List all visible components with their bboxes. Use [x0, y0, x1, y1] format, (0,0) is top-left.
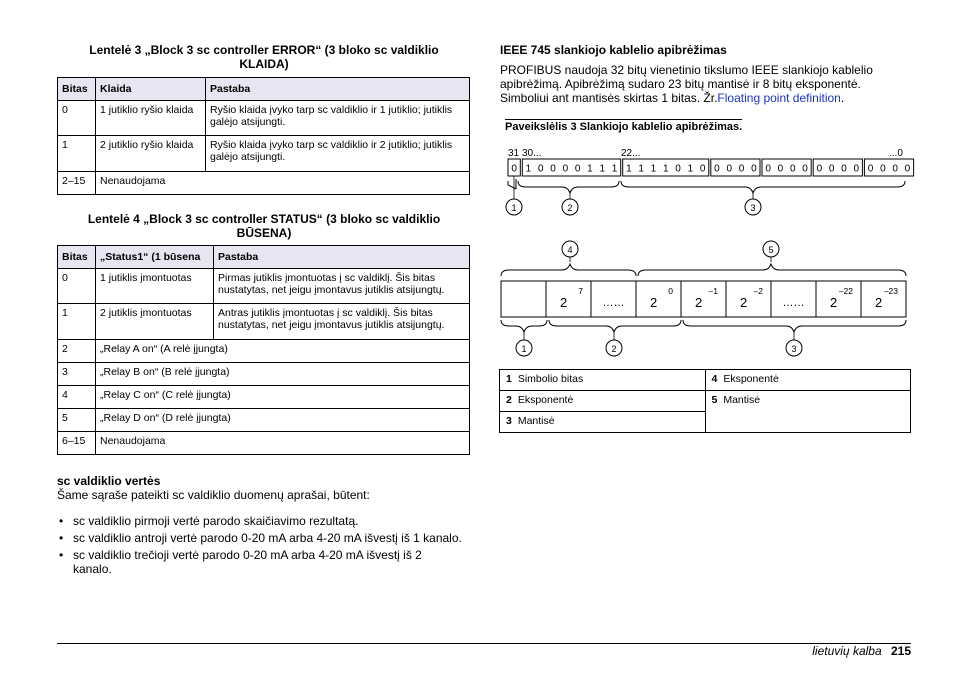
bit-value: 1 — [599, 163, 606, 175]
table4-header-status: „Status1“ (1 būsena — [96, 246, 214, 269]
bit-value: 0 — [789, 163, 796, 175]
svg-text:1: 1 — [511, 203, 517, 213]
table-row: 0 1 jutiklis įmontuotas Pirmas jutiklis įmontuotas į sc valdiklį. Šis bitas nustatytas, net jeigu įmontavus jutiklis atsijungtų. — [58, 269, 470, 304]
bit-value: 1 — [525, 163, 532, 175]
power-exponent: –1 — [708, 286, 718, 296]
table-row: 0 1 jutiklio ryšio klaida Ryšio klaida įvyko tarp sc valdiklio ir 1 jutiklio; jutiklis galėjo atsijungti. — [58, 101, 470, 136]
value-cell — [501, 281, 546, 317]
bit-value: 0 — [867, 163, 874, 175]
value-cell — [546, 281, 591, 317]
values-heading: sc valdiklio vertės — [57, 474, 161, 488]
callout-1-bottom — [516, 340, 532, 356]
bit-value: 0 — [765, 163, 771, 175]
power-base: 2 — [740, 295, 748, 310]
power-base: 2 — [875, 295, 883, 310]
power-base: 2 — [560, 295, 568, 310]
list-item: • sc valdiklio antroji vertė parodo 0-20 mA arba 4-20 mA išvestį iš 1 kanalo. — [57, 531, 462, 545]
power-exponent: 0 — [668, 286, 673, 296]
bit-value: 0 — [853, 163, 860, 175]
bit-value: 0 — [726, 163, 733, 175]
power-base: 2 — [695, 295, 703, 310]
svg-text:2: 2 — [567, 203, 573, 213]
svg-text:5: 5 — [768, 245, 774, 255]
table-row: 2 „Relay A on“ (A relė įjungta) — [58, 340, 470, 363]
svg-text:3: 3 — [791, 344, 797, 354]
table-row: 1 2 jutiklio ryšio klaida Ryšio klaida įvyko tarp sc valdiklio ir 2 jutiklio; jutiklis galėjo atsijungti. — [58, 136, 470, 172]
table-row: 2–15 Nenaudojama — [58, 172, 470, 195]
bit-label-0: ...0 — [889, 148, 903, 159]
bit-value: 0 — [777, 163, 784, 175]
floating-point-link[interactable]: Floating point definition — [717, 91, 841, 105]
values-intro: Šame sąraše pateikti sc valdiklio duomenų aprašai, būtent: — [57, 488, 370, 502]
bit-value: 0 — [699, 163, 706, 175]
table3-header-klaida: Klaida — [96, 78, 206, 101]
figure-legend — [499, 369, 911, 433]
table-row: 6–15 Nenaudojama — [58, 432, 470, 455]
power-base: 2 — [830, 295, 838, 310]
power-exponent: –2 — [753, 286, 763, 296]
bit-label-31: 31 — [508, 148, 520, 159]
svg-text:2: 2 — [611, 344, 617, 354]
callout-3-bottom — [786, 340, 802, 356]
table-row: 1 2 jutiklis įmontuotas Antras jutiklis įmontuotas į sc valdiklį. Šis bitas nustatytas, net jeigu įmontavus jutiklis atsijungtų. — [58, 304, 470, 340]
svg-text:4: 4 — [567, 245, 573, 255]
bit-value: 0 — [802, 163, 808, 175]
value-cell — [726, 281, 771, 317]
value-cells — [501, 281, 906, 317]
table-row: 5 „Relay D on“ (D relė įjungta) — [58, 409, 470, 432]
bit-value: 0 — [714, 163, 720, 175]
bit-value: 0 — [562, 163, 569, 175]
bit-value: 1 — [626, 163, 632, 175]
callout-2-top — [562, 199, 578, 215]
bit-value: 0 — [816, 163, 823, 175]
bit-value: 1 — [650, 163, 657, 175]
bit-value: 0 — [738, 163, 745, 175]
footer-rule — [57, 643, 911, 644]
ieee-paragraph: PROFIBUS naudoja 32 bitų vienetinio tikslumo IEEE slankiojo kablelio apibrėžimą. Apibrėžimą sudaro 23 bitų mantisė ir 8 bitų eksponentė. Simboliui ant mantisės skirtas 1 bitas. Žr.Floating point definition. — [500, 63, 873, 105]
table4-caption: Lentelė 4 „Block 3 sc controller STATUS“ (3 bloko sc valdiklio BŪSENA) — [87, 212, 441, 240]
table-row: 3 „Relay B on“ (B relė įjungta) — [58, 363, 470, 386]
bit-value: 0 — [841, 163, 847, 175]
bit-value: 1 — [638, 163, 644, 175]
bit-value: 0 — [511, 163, 517, 175]
legend-item: 3 Mantisė — [500, 412, 706, 433]
callout-3-top — [745, 199, 761, 215]
ellipsis: …… — [602, 297, 625, 309]
bit-value: 1 — [611, 163, 618, 175]
callout-2-bottom — [606, 340, 622, 356]
legend-item: 1 Simbolio bitas — [500, 370, 706, 391]
bit-value: 0 — [550, 163, 556, 175]
table4-header-bitas: Bitas — [58, 246, 96, 269]
ieee-heading: IEEE 745 slankiojo kablelio apibrėžimas — [500, 43, 727, 57]
legend-item: 2 Eksponentė — [500, 391, 706, 412]
legend-item: 5 Mantisė — [705, 391, 911, 433]
legend-item: 4 Eksponentė — [705, 370, 911, 391]
bit-value: 1 — [687, 163, 694, 175]
table3-caption: Lentelė 3 „Block 3 sc controller ERROR“ (3 bloko sc valdiklio KLAIDA) — [89, 43, 439, 71]
bit-value: 0 — [574, 163, 581, 175]
power-exponent: –22 — [838, 286, 853, 296]
svg-text:3: 3 — [750, 203, 756, 213]
ellipsis: …… — [782, 297, 805, 309]
bit-value: 0 — [904, 163, 911, 175]
bit-value: 0 — [675, 163, 681, 175]
list-item: • sc valdiklio pirmoji vertė parodo skaičiavimo rezultatą. — [57, 514, 462, 528]
bit-label-22: 22... — [621, 148, 641, 159]
footer-language: lietuvių kalba — [812, 644, 882, 658]
table4-header-pastaba: Pastaba — [214, 246, 470, 269]
figure-caption: Paveikslėlis 3 Slankiojo kablelio apibrėžimas. — [505, 121, 743, 133]
value-cell — [636, 281, 681, 317]
bit-value: 0 — [537, 163, 544, 175]
value-cell — [681, 281, 726, 317]
power-exponent: –23 — [883, 286, 898, 296]
table3-header-pastaba: Pastaba — [206, 78, 470, 101]
bit-label-30: 30... — [522, 148, 542, 159]
svg-text:1: 1 — [521, 344, 527, 354]
page-number: 215 — [890, 644, 911, 658]
callout-1-top — [506, 199, 522, 215]
callout-5 — [763, 241, 779, 257]
list-item: • sc valdiklio trečioji vertė parodo 0-20 mA arba 4-20 mA išvestį iš 2 kanalo. — [57, 548, 462, 576]
bit-value: 1 — [587, 163, 593, 175]
bit-value: 0 — [828, 163, 835, 175]
bit-value: 0 — [892, 163, 898, 175]
power-exponent: 7 — [578, 286, 583, 296]
table-row: 4 „Relay C on“ (C relė įjungta) — [58, 386, 470, 409]
bit-value: 1 — [662, 163, 669, 175]
bit-boxes — [508, 159, 914, 176]
callout-4 — [562, 241, 578, 257]
footer — [812, 644, 911, 658]
power-base: 2 — [650, 295, 658, 310]
table3-header-bitas: Bitas — [58, 78, 96, 101]
bit-value: 0 — [880, 163, 886, 175]
bit-value: 0 — [751, 163, 757, 175]
